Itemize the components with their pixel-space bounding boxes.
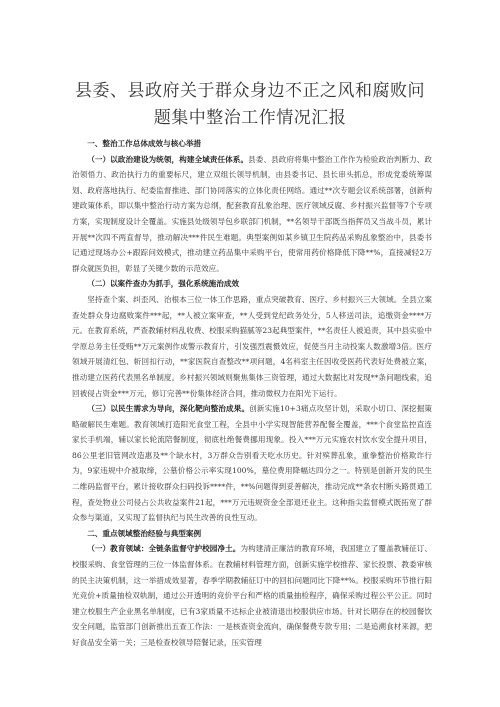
subsection-text-3: 创新实施10+3痛点攻坚计划，采取小切口、深挖掘策略破解民生难题。教育领域打造阳光食堂工程，全县中小学实现智能营养配餐全覆盖，***个食堂监控直连家长手机端，辅以家长轮流陪餐制度，彻底杜绝餐费挪用现象。投入***万元实施农村饮水安全提升项目，86公里老旧管网改造惠及**个缺水村，3万群众告别看天吃水历史。针对殡葬乱象，重拳整治价格欺诈行为，9家违规中介被取缔，公墓价格公示率实现100%，墓位费用降幅达四分之一。特别是创新开发的民生二维码监督平台，累计接收群众扫码投诉****件，**%问题得到妥善解决，推动完成**条农村断头路贯通工程，查处物业公司侵占公共收益案件21起，***万元违规资金全部退还业主。这种指尖监督模式既拓宽了群众参与渠道，又实现了监督执纪与民生改善的良性互动。 (72, 404, 433, 523)
document-title: 县委、县政府关于群众身边不正之风和腐败问题集中整治工作情况汇报 (75, 81, 425, 128)
subsection-heading-2: （二）以案件查办为抓手，强化系统施治成效 (87, 279, 240, 289)
subsection-heading-3: （三）以民生需求为导向，深化靶向整治成果。 (87, 404, 250, 414)
document-body (72, 136, 432, 651)
section-heading-1: 一、整治工作总体成效与核心举措 (87, 139, 202, 148)
subsection-text-1: 县委、县政府将集中整治工作作为检验政治判断力、政治领悟力、政治执行力的重要标尺，建立双组长领导机制，由县委书记、县长串头抓总，形成党委统筹谋划、政府落地执行、纪委监督推进、部门协同落实的立体化责任网络。通过**次专题会议系统部署，创新构建政策体系，即以集中整治行动方案为总纲，配套教育乱象治理、医疗领域反腐、乡村振兴监督等7个专项方案，实现制度设计全覆盖。实施县处级领导包乡联部门机制，**名领导干部既当指挥员又当战斗员，累计开展**次四不两直督导，推动解决***件民生难题。典型案例如某乡镇卫生院药品采购乱象整治中，县委书记通过现场办公+跟踪问效模式，推动建立药品集中采购平台，使常用药价格降低下降**%，直接减轻2万群众就医负担，彰显了关键少数的示范效应。 (72, 154, 433, 273)
subsection-heading-1: （一）以政治建设为统领，构建全域责任体系。 (87, 154, 249, 164)
subsection-text-4: 为构建清正廉洁的教育环境，我国建立了覆盖教辅征订、校服采购、食堂管理的三位一体监督体系。在教辅材料管理方面，创新实施学校推荐、家长投票、教委审核的民主决策机制，这一举措成效显著，春季学期教辅征订中的回扣问题同比下降**%。校服采购环节推行阳光竞价+质量抽检双轨制，通过公开透明的竞价平台和严格的质量抽检程序，确保采购过程公平公正。同时建立校服生产企业黑名单制度，已有3家质量不达标企业被清退出校服供应市场。针对长期存在的校园餐饮安全问题，监管部门创新推出五查工作法：一是核查资金流向，确保餐费专款专用；二是追溯食材来源，把好食品安全第一关；三是检查校领导陪餐记录，压实管理 (72, 544, 432, 647)
subsection-text-2: 坚持查个案、纠歪风、治根本三位一体工作思路，重点突破教育、医疗、乡村振兴三大领域。全县立案查处群众身边腐败案件***起，**人被立案审查，**人受到党纪政务处分，5人移送司法，追缴资金****万元。在教育系统，严查教辅材料乱收费、校服采购猫腻等23起典型案件，**名责任人被追责，其中县实验中学原总务主任受贿**万元案例作成警示教育片，引发强烈震慑效应，促使当月主动投案人数激增3倍。医疗领域开展清红包、斩回扣行动，**家医院自查整改**项问题，4名科室主任因收受医药代表好处费被立案，推动建立医药代表黑名单制度。乡村振兴领域则聚焦集体三资管理，通过大数据比对发现**条问题线索，追回被侵占资金***万元，修订完善**份集体经济合同，推动微权力在阳光下运行。 (72, 294, 432, 398)
subsection-heading-4: （一）教育领域：全链条监督守护校园净土。 (87, 544, 241, 554)
section-heading-2: 二、重点领域整治经验与典型案例 (87, 528, 202, 538)
